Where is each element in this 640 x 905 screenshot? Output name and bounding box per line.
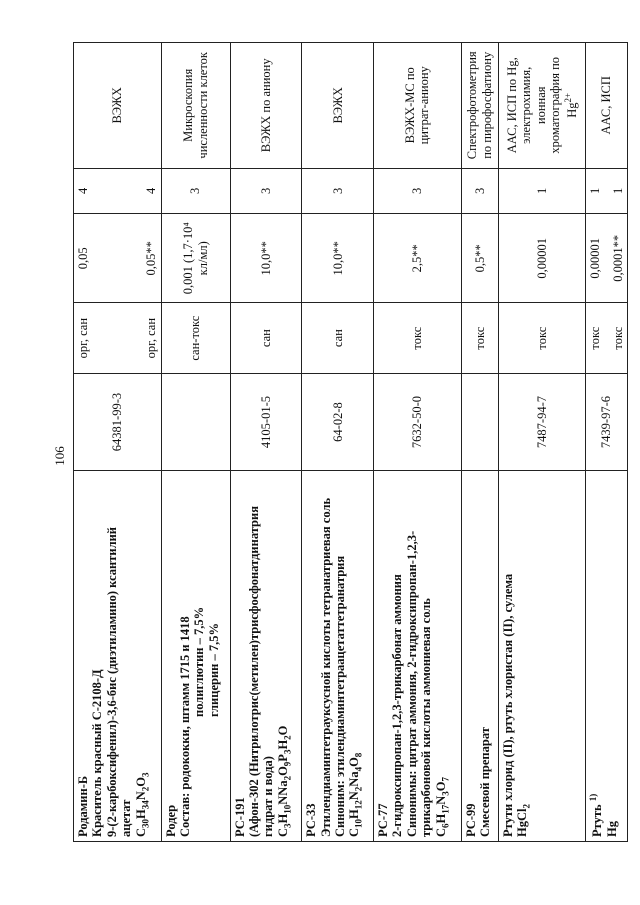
- cas-cell: [161, 374, 230, 471]
- value-cell: 2,5**: [374, 214, 462, 303]
- class-cell: 3: [161, 168, 230, 214]
- rotated-table-wrapper: [73, 42, 628, 842]
- table-row: [586, 43, 607, 842]
- value-cell: 0,05: [74, 214, 118, 303]
- cas-cell: 4105-01-5: [230, 374, 302, 471]
- sign-cell: токс: [586, 303, 607, 374]
- method-cell: ВЭЖХ: [74, 43, 162, 169]
- class-cell: 3: [230, 168, 302, 214]
- class-cell: 3: [302, 168, 374, 214]
- method-cell: Микроскопия численности клеток: [161, 43, 230, 169]
- method-cell: Спектрофотометрия по пирофосфатиону: [461, 43, 498, 169]
- substances-table: [73, 42, 628, 842]
- sign-cell: орг, сан: [74, 303, 118, 374]
- value-cell: 10,0**: [230, 214, 302, 303]
- sign-cell: орг, сан: [117, 303, 161, 374]
- sign-cell: токс: [607, 303, 628, 374]
- value-cell: 10,0**: [302, 214, 374, 303]
- substance-name-cell: РС-191 (Афон-302 (Нитрилотрис(метилен)трисфосфонатдинатрия гидрат и вода) $C_3H_{10}NNa_2O_9P_3H_2O$: [230, 471, 302, 842]
- class-cell: 3: [461, 168, 498, 214]
- method-cell: ААС, ИСП: [586, 43, 628, 169]
- value-cell: 0,5**: [461, 214, 498, 303]
- class-cell: 4: [117, 168, 161, 214]
- table-row: [498, 43, 585, 842]
- substance-name-cell: РС-99 Смесевой препарат: [461, 471, 498, 842]
- cas-cell: 7487-94-7: [498, 374, 585, 471]
- value-cell: 0,0001**: [607, 214, 628, 303]
- class-cell: 1: [498, 168, 585, 214]
- sign-cell: токс: [498, 303, 585, 374]
- sign-cell: токс: [374, 303, 462, 374]
- substance-name-cell: Родамин-Б Краситель красный С-2108-Д 9-(2-карбоксифенил)-3,6-бис (диэтиламино) ксантилий ацетат $C_{30}H_{34}N_2O_3$: [74, 471, 162, 842]
- method-cell: ВЭЖХ-МС по цитрат-аниону: [374, 43, 462, 169]
- class-cell: 1: [607, 168, 628, 214]
- sign-cell: токс: [461, 303, 498, 374]
- substance-name-cell: РС-77 2-гидроксипропан-1,2,3-трикарбонат аммония Синонимы: цитрат аммония, 2-гидроксипропан-1,2,3- трикарбоновой кислоты аммониевая соль $C_6H_{17}N_3O_7$: [374, 471, 462, 842]
- method-cell: ВЭЖХ: [302, 43, 374, 169]
- substance-name-cell: Ртути хлорид (II), ртуть хлористая (II), сулема HgCl$_2$: [498, 471, 585, 842]
- class-cell: 1: [586, 168, 607, 214]
- value-cell: 0,001 (1,7·10⁴ кл/мл): [161, 214, 230, 303]
- class-cell: 4: [74, 168, 118, 214]
- table-row: [374, 43, 462, 842]
- substance-name-cell: РС-33 Этилендиаминтетрауксусной кислоты тетранатриевая соль Синоним: этилендиаминтетраацетаттетранатрия $C_{10}H_{12}N_2Na_4O_8$: [302, 471, 374, 842]
- cas-cell: 7439-97-6: [586, 374, 628, 471]
- method-cell: ВЭЖХ по аниону: [230, 43, 302, 169]
- table-row: [461, 43, 498, 842]
- value-cell: 0,05**: [117, 214, 161, 303]
- cas-cell: 7632-50-0: [374, 374, 462, 471]
- value-cell: 0,00001: [586, 214, 607, 303]
- table-row: [161, 43, 230, 842]
- value-cell: 0,00001: [498, 214, 585, 303]
- page-number: 106: [52, 446, 67, 466]
- substance-name-cell: Родер Состав: родококки, штамм 1715 и 1418 полиглютин – 7,5% глицерин – 7,5%: [161, 471, 230, 842]
- class-cell: 3: [374, 168, 462, 214]
- cas-cell: 64381-99-3: [74, 374, 162, 471]
- table-row: [302, 43, 374, 842]
- sign-cell: сан: [230, 303, 302, 374]
- table-row: [74, 43, 118, 842]
- substance-name-cell: Ртуть $^{1)}$ Hg: [586, 471, 628, 842]
- sign-cell: сан-токс: [161, 303, 230, 374]
- method-cell: ААС, ИСП по Hg, электрохимия, ионная хроматография по $Hg^{2+}$: [498, 43, 585, 169]
- sign-cell: сан: [302, 303, 374, 374]
- table-row: [230, 43, 302, 842]
- cas-cell: 64-02-8: [302, 374, 374, 471]
- cas-cell: [461, 374, 498, 471]
